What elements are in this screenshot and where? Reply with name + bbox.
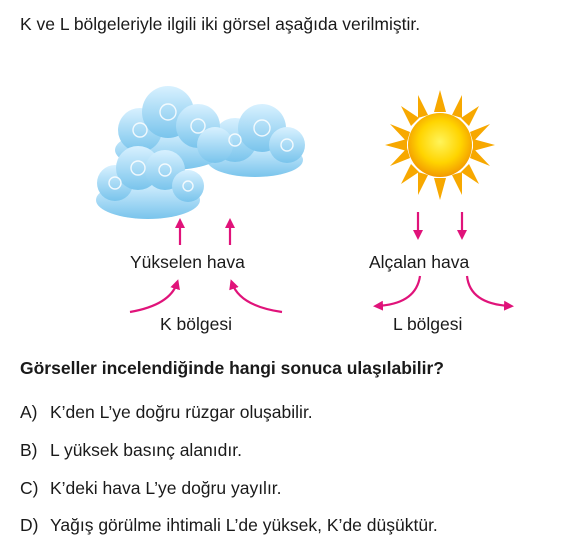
option-b[interactable]	[20, 440, 242, 461]
option-text: K’deki hava L’ye doğru yayılır.	[50, 478, 282, 498]
option-d[interactable]	[20, 515, 438, 536]
option-text: K’den L’ye doğru rüzgar oluşabilir.	[50, 402, 313, 422]
option-c[interactable]	[20, 478, 282, 499]
option-letter: A)	[20, 402, 38, 422]
rising-air-label: Yükselen hava	[130, 252, 245, 272]
option-text: L yüksek basınç alanıdır.	[50, 440, 242, 460]
k-region-label: K bölgesi	[160, 314, 232, 334]
option-text: Yağış görülme ihtimali L’de yüksek, K’de düşüktür.	[50, 515, 438, 535]
sun-icon	[385, 90, 495, 200]
option-letter: B)	[20, 440, 38, 460]
option-letter: C)	[20, 478, 39, 498]
intro-text: K ve L bölgeleriyle ilgili iki görsel aşağıda verilmiştir.	[20, 14, 421, 34]
clouds-icon	[96, 86, 305, 219]
sinking-air-label: Alçalan hava	[369, 252, 470, 272]
question-text: Görseller incelendiğinde hangi sonuca ulaşılabilir?	[20, 358, 444, 378]
l-region-label: L bölgesi	[393, 314, 463, 334]
option-letter: D)	[20, 515, 39, 535]
option-a[interactable]	[20, 402, 313, 423]
